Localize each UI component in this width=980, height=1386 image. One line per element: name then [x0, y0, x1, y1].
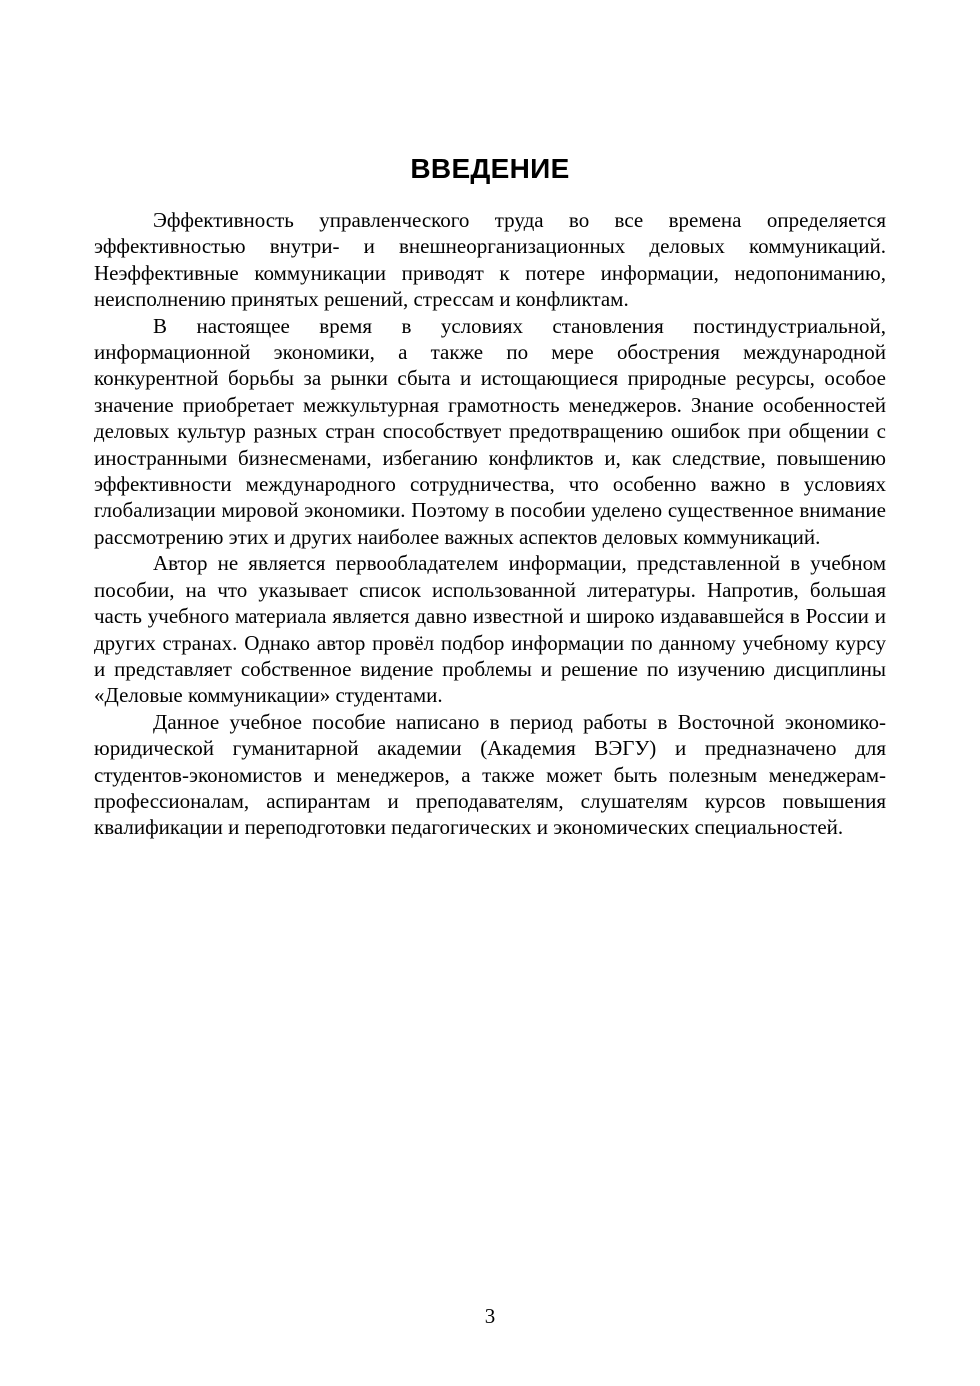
paragraph-4: Данное учебное пособие написано в период работы в Восточной экономико-юридической гуманитарной академии (Академия ВЭГУ) и предназначено для студентов-экономистов и менеджеров, а также может быть полезным менеджерам-профессионалам, аспирантам и преподавателям, слушателям курсов повышения квалификации и переподготовки педагогических и экономических специальностей.: [94, 709, 886, 840]
paragraph-2: В настоящее время в условиях становления постиндустриальной, информационной экономики, а также по мере обострения международной конкурентной борьбы за рынки сбыта и истощающиеся природные ресурсы, особое значение приобретает межкультурная грамотность менеджеров. Знание особенностей деловых культур разных стран способствует предотвращению ошибок при общении с иностранными бизнесменами, избеганию конфликтов и, как следствие, повышению эффективности международного сотрудничества, что особенно важно в условиях глобализации мировой экономики. Поэтому в пособии уделено существенное внимание рассмотрению этих и других наиболее важных аспектов деловых коммуникаций.: [94, 313, 886, 549]
page-number: 3: [484, 1304, 496, 1328]
body-text: [94, 207, 886, 841]
paragraph-3: Автор не является первообладателем информации, представленной в учебном пособии, на что указывает список использованной литературы. Напротив, большая часть учебного материала является давно известной и широко издававшейся в России и других странах. Однако автор провёл подбор информации по данному учебному курсу и представляет собственное видение проблемы и решение по изучению дисциплины «Деловые коммуникации» студентами.: [94, 551, 886, 708]
page-title: ВВЕДЕНИЕ: [410, 153, 570, 184]
paragraph-1: Эффективность управленческого труда во все времена определяется эффективностью внутри- и внешнеорганизационных деловых коммуникаций. Неэффективные коммуникации приводят к потере информации, недопониманию, неисполнению принятых решений, стрессам и конфликтам.: [94, 208, 886, 312]
